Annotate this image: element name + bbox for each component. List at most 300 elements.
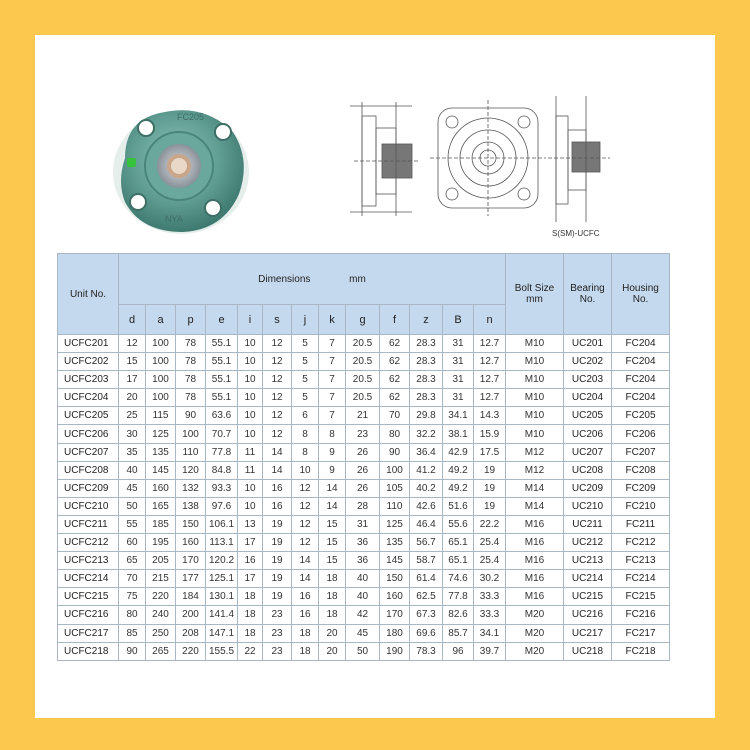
table-row bbox=[58, 606, 670, 624]
table-cell: UC207 bbox=[564, 443, 612, 461]
table-cell: UCFC204 bbox=[58, 389, 119, 407]
table-cell: UCFC217 bbox=[58, 624, 119, 642]
header-dim-i: i bbox=[238, 305, 263, 335]
table-cell: 12.7 bbox=[474, 353, 506, 371]
table-cell: M16 bbox=[506, 552, 564, 570]
table-cell: 38.1 bbox=[443, 425, 474, 443]
header-dim-p: p bbox=[176, 305, 206, 335]
table-cell: 8 bbox=[292, 443, 319, 461]
header-unit-no: Unit No. bbox=[58, 254, 119, 335]
table-cell: 177 bbox=[176, 570, 206, 588]
table-cell: 62 bbox=[380, 389, 410, 407]
table-cell: FC210 bbox=[612, 497, 670, 515]
table-cell: 42.6 bbox=[410, 497, 443, 515]
table-cell: 5 bbox=[292, 371, 319, 389]
header-dim-f: f bbox=[380, 305, 410, 335]
header-bolt-line2: mm bbox=[526, 294, 543, 305]
table-cell: 10 bbox=[238, 389, 263, 407]
table-cell: FC217 bbox=[612, 624, 670, 642]
table-cell: 41.2 bbox=[410, 461, 443, 479]
header-dim-k: k bbox=[319, 305, 346, 335]
table-cell: 7 bbox=[319, 371, 346, 389]
table-cell: 15 bbox=[319, 515, 346, 533]
table-cell: 110 bbox=[380, 497, 410, 515]
table-cell: 70 bbox=[380, 407, 410, 425]
table-cell: M14 bbox=[506, 479, 564, 497]
table-cell: 26 bbox=[346, 479, 380, 497]
table-cell: 28.3 bbox=[410, 389, 443, 407]
table-cell: 90 bbox=[119, 642, 146, 660]
table-cell: 14 bbox=[292, 552, 319, 570]
table-cell: M10 bbox=[506, 389, 564, 407]
table-cell: 23 bbox=[346, 425, 380, 443]
table-cell: 6 bbox=[292, 407, 319, 425]
table-cell: UC213 bbox=[564, 552, 612, 570]
table-cell: 130.1 bbox=[206, 588, 238, 606]
table-cell: 12.7 bbox=[474, 371, 506, 389]
spec-table bbox=[57, 253, 670, 661]
table-row bbox=[58, 461, 670, 479]
table-cell: 160 bbox=[146, 479, 176, 497]
table-cell: UC204 bbox=[564, 389, 612, 407]
table-cell: FC209 bbox=[612, 479, 670, 497]
table-cell: 61.4 bbox=[410, 570, 443, 588]
table-cell: 45 bbox=[119, 479, 146, 497]
table-cell: 50 bbox=[346, 642, 380, 660]
table-cell: 74.6 bbox=[443, 570, 474, 588]
table-cell: UCFC215 bbox=[58, 588, 119, 606]
table-cell: 31 bbox=[443, 371, 474, 389]
table-cell: 60 bbox=[119, 534, 146, 552]
table-cell: 100 bbox=[146, 371, 176, 389]
table-cell: 120 bbox=[176, 461, 206, 479]
table-cell: 40 bbox=[346, 570, 380, 588]
table-cell: 9 bbox=[319, 443, 346, 461]
table-cell: 36.4 bbox=[410, 443, 443, 461]
table-cell: 78 bbox=[176, 335, 206, 353]
table-cell: 55.1 bbox=[206, 353, 238, 371]
table-cell: 62 bbox=[380, 353, 410, 371]
table-cell: FC208 bbox=[612, 461, 670, 479]
table-cell: 85.7 bbox=[443, 624, 474, 642]
table-cell: 155.5 bbox=[206, 642, 238, 660]
table-cell: UC214 bbox=[564, 570, 612, 588]
table-cell: 5 bbox=[292, 389, 319, 407]
table-cell: 19 bbox=[263, 534, 292, 552]
table-cell: UCFC206 bbox=[58, 425, 119, 443]
table-cell: 20 bbox=[119, 389, 146, 407]
table-cell: 100 bbox=[176, 425, 206, 443]
table-row bbox=[58, 515, 670, 533]
header-dim-B: B bbox=[443, 305, 474, 335]
table-cell: UC202 bbox=[564, 353, 612, 371]
technical-drawing bbox=[340, 86, 630, 231]
table-cell: UC206 bbox=[564, 425, 612, 443]
table-cell: 7 bbox=[319, 389, 346, 407]
table-cell: 14 bbox=[263, 443, 292, 461]
table-cell: 7 bbox=[319, 335, 346, 353]
table-cell: 12 bbox=[292, 515, 319, 533]
table-cell: UC203 bbox=[564, 371, 612, 389]
table-cell: 28.3 bbox=[410, 371, 443, 389]
table-cell: 265 bbox=[146, 642, 176, 660]
table-cell: 18 bbox=[319, 606, 346, 624]
header-bolt-line1: Bolt Size bbox=[514, 283, 555, 294]
table-cell: FC204 bbox=[612, 353, 670, 371]
table-cell: 5 bbox=[292, 353, 319, 371]
table-cell: 9 bbox=[319, 461, 346, 479]
table-cell: 8 bbox=[319, 425, 346, 443]
table-cell: 100 bbox=[146, 389, 176, 407]
table-cell: M10 bbox=[506, 371, 564, 389]
table-cell: UC218 bbox=[564, 642, 612, 660]
table-cell: 12 bbox=[263, 407, 292, 425]
table-cell: 16 bbox=[238, 552, 263, 570]
table-cell: UCFC207 bbox=[58, 443, 119, 461]
table-cell: FC216 bbox=[612, 606, 670, 624]
table-cell: 77.8 bbox=[206, 443, 238, 461]
table-cell: 35 bbox=[119, 443, 146, 461]
table-cell: 32.2 bbox=[410, 425, 443, 443]
table-cell: 19 bbox=[474, 479, 506, 497]
table-cell: 125.1 bbox=[206, 570, 238, 588]
table-cell: 40 bbox=[346, 588, 380, 606]
table-cell: 17.5 bbox=[474, 443, 506, 461]
table-cell: 160 bbox=[380, 588, 410, 606]
table-cell: 14.3 bbox=[474, 407, 506, 425]
table-cell: 141.4 bbox=[206, 606, 238, 624]
header-dim-n: n bbox=[474, 305, 506, 335]
table-cell: 200 bbox=[176, 606, 206, 624]
table-cell: 22 bbox=[238, 642, 263, 660]
table-cell: UCFC216 bbox=[58, 606, 119, 624]
table-cell: 10 bbox=[238, 425, 263, 443]
table-cell: M10 bbox=[506, 335, 564, 353]
table-cell: 80 bbox=[380, 425, 410, 443]
table-cell: 90 bbox=[176, 407, 206, 425]
table-cell: 135 bbox=[146, 443, 176, 461]
table-cell: M16 bbox=[506, 588, 564, 606]
table-cell: 34.1 bbox=[443, 407, 474, 425]
table-cell: 45 bbox=[346, 624, 380, 642]
table-cell: 132 bbox=[176, 479, 206, 497]
table-cell: 12.7 bbox=[474, 389, 506, 407]
table-cell: 25.4 bbox=[474, 552, 506, 570]
table-cell: 100 bbox=[146, 335, 176, 353]
table-row bbox=[58, 353, 670, 371]
table-cell: 12 bbox=[263, 353, 292, 371]
table-cell: 170 bbox=[176, 552, 206, 570]
table-cell: 16 bbox=[292, 606, 319, 624]
header-dimensions-label: Dimensions bbox=[258, 273, 311, 285]
table-cell: FC214 bbox=[612, 570, 670, 588]
table-cell: 33.3 bbox=[474, 606, 506, 624]
table-cell: 31 bbox=[443, 335, 474, 353]
table-cell: 84.8 bbox=[206, 461, 238, 479]
table-cell: UCFC218 bbox=[58, 642, 119, 660]
table-cell: FC204 bbox=[612, 389, 670, 407]
table-cell: 30 bbox=[119, 425, 146, 443]
header-dim-e: e bbox=[206, 305, 238, 335]
table-cell: 10 bbox=[238, 335, 263, 353]
table-cell: UC217 bbox=[564, 624, 612, 642]
header-bearing-line2: No. bbox=[579, 294, 596, 305]
table-cell: 125 bbox=[380, 515, 410, 533]
table-cell: 18 bbox=[292, 642, 319, 660]
table-cell: 10 bbox=[292, 461, 319, 479]
table-cell: 208 bbox=[176, 624, 206, 642]
table-cell: 46.4 bbox=[410, 515, 443, 533]
table-cell: 25.4 bbox=[474, 534, 506, 552]
table-cell: 145 bbox=[146, 461, 176, 479]
header-dim-j: j bbox=[292, 305, 319, 335]
table-cell: UCFC213 bbox=[58, 552, 119, 570]
table-cell: 190 bbox=[380, 642, 410, 660]
table-cell: 180 bbox=[380, 624, 410, 642]
table-cell: 19 bbox=[474, 461, 506, 479]
table-cell: 19 bbox=[263, 588, 292, 606]
table-cell: 51.6 bbox=[443, 497, 474, 515]
table-cell: 65.1 bbox=[443, 534, 474, 552]
table-cell: 55.6 bbox=[443, 515, 474, 533]
table-cell: 185 bbox=[146, 515, 176, 533]
table-cell: 23 bbox=[263, 606, 292, 624]
header-housing-line2: No. bbox=[632, 294, 649, 305]
table-cell: 40 bbox=[119, 461, 146, 479]
table-cell: 12 bbox=[292, 534, 319, 552]
table-row bbox=[58, 335, 670, 353]
photo-top-mark: FC205 bbox=[177, 112, 205, 122]
table-cell: 215 bbox=[146, 570, 176, 588]
table-cell: 65 bbox=[119, 552, 146, 570]
table-cell: 11 bbox=[238, 443, 263, 461]
header-dim-g: g bbox=[346, 305, 380, 335]
table-cell: UC205 bbox=[564, 407, 612, 425]
table-cell: M12 bbox=[506, 461, 564, 479]
table-cell: 17 bbox=[119, 371, 146, 389]
table-cell: 36 bbox=[346, 534, 380, 552]
table-cell: 85 bbox=[119, 624, 146, 642]
spec-table-body bbox=[58, 335, 670, 661]
table-row bbox=[58, 552, 670, 570]
table-cell: FC204 bbox=[612, 335, 670, 353]
table-cell: 12 bbox=[263, 371, 292, 389]
table-cell: 147.1 bbox=[206, 624, 238, 642]
table-cell: 63.6 bbox=[206, 407, 238, 425]
table-cell: 69.6 bbox=[410, 624, 443, 642]
table-cell: 62.5 bbox=[410, 588, 443, 606]
table-cell: 13 bbox=[238, 515, 263, 533]
table-cell: UC216 bbox=[564, 606, 612, 624]
table-cell: 67.3 bbox=[410, 606, 443, 624]
table-row bbox=[58, 479, 670, 497]
table-cell: 55.1 bbox=[206, 335, 238, 353]
table-cell: 12.7 bbox=[474, 335, 506, 353]
header-bearing-line1: Bearing bbox=[570, 283, 605, 294]
table-cell: 20 bbox=[319, 624, 346, 642]
table-cell: 17 bbox=[238, 534, 263, 552]
table-cell: M12 bbox=[506, 443, 564, 461]
table-cell: FC207 bbox=[612, 443, 670, 461]
table-cell: 20.5 bbox=[346, 371, 380, 389]
table-cell: 18 bbox=[238, 606, 263, 624]
table-cell: UCFC211 bbox=[58, 515, 119, 533]
table-cell: 220 bbox=[176, 642, 206, 660]
table-cell: 55.1 bbox=[206, 371, 238, 389]
table-cell: 21 bbox=[346, 407, 380, 425]
table-cell: 18 bbox=[319, 570, 346, 588]
table-cell: 113.1 bbox=[206, 534, 238, 552]
table-cell: 80 bbox=[119, 606, 146, 624]
table-cell: UC215 bbox=[564, 588, 612, 606]
table-row bbox=[58, 588, 670, 606]
table-cell: 15.9 bbox=[474, 425, 506, 443]
table-cell: FC211 bbox=[612, 515, 670, 533]
table-cell: 28 bbox=[346, 497, 380, 515]
table-cell: 18 bbox=[238, 588, 263, 606]
table-cell: 184 bbox=[176, 588, 206, 606]
table-cell: 70.7 bbox=[206, 425, 238, 443]
table-cell: 15 bbox=[319, 552, 346, 570]
table-cell: 33.3 bbox=[474, 588, 506, 606]
table-cell: 18 bbox=[238, 624, 263, 642]
table-cell: 11 bbox=[238, 461, 263, 479]
table-cell: 29.8 bbox=[410, 407, 443, 425]
table-cell: M10 bbox=[506, 353, 564, 371]
table-cell: M16 bbox=[506, 515, 564, 533]
table-cell: M20 bbox=[506, 606, 564, 624]
table-cell: 31 bbox=[443, 389, 474, 407]
table-cell: UCFC205 bbox=[58, 407, 119, 425]
table-cell: 100 bbox=[146, 353, 176, 371]
header-bolt-size bbox=[506, 254, 564, 335]
header-dim-z: z bbox=[410, 305, 443, 335]
table-cell: UCFC203 bbox=[58, 371, 119, 389]
table-cell: 14 bbox=[319, 479, 346, 497]
table-cell: 17 bbox=[238, 570, 263, 588]
table-cell: UC210 bbox=[564, 497, 612, 515]
table-cell: 10 bbox=[238, 479, 263, 497]
table-cell: 93.3 bbox=[206, 479, 238, 497]
table-cell: 5 bbox=[292, 335, 319, 353]
table-cell: 14 bbox=[263, 461, 292, 479]
table-cell: 82.6 bbox=[443, 606, 474, 624]
table-cell: 105 bbox=[380, 479, 410, 497]
table-cell: 31 bbox=[346, 515, 380, 533]
table-cell: FC213 bbox=[612, 552, 670, 570]
table-cell: 14 bbox=[319, 497, 346, 515]
table-cell: 58.7 bbox=[410, 552, 443, 570]
header-dimensions bbox=[119, 254, 506, 305]
table-cell: UCFC214 bbox=[58, 570, 119, 588]
table-cell: 23 bbox=[263, 624, 292, 642]
drawing-label: S(SM)-UCFC bbox=[552, 229, 600, 238]
table-cell: FC215 bbox=[612, 588, 670, 606]
table-cell: 26 bbox=[346, 443, 380, 461]
table-cell: 78 bbox=[176, 371, 206, 389]
table-cell: 19 bbox=[263, 515, 292, 533]
table-cell: 36 bbox=[346, 552, 380, 570]
table-cell: M20 bbox=[506, 624, 564, 642]
table-cell: 16 bbox=[292, 588, 319, 606]
table-cell: 7 bbox=[319, 353, 346, 371]
table-cell: 75 bbox=[119, 588, 146, 606]
table-cell: 28.3 bbox=[410, 335, 443, 353]
table-cell: M16 bbox=[506, 534, 564, 552]
table-cell: 55 bbox=[119, 515, 146, 533]
table-cell: UCFC212 bbox=[58, 534, 119, 552]
table-cell: 125 bbox=[146, 425, 176, 443]
header-dim-a: a bbox=[146, 305, 176, 335]
table-cell: FC206 bbox=[612, 425, 670, 443]
table-cell: M14 bbox=[506, 497, 564, 515]
table-cell: 10 bbox=[238, 497, 263, 515]
table-cell: 42 bbox=[346, 606, 380, 624]
table-cell: 12 bbox=[263, 335, 292, 353]
table-row bbox=[58, 389, 670, 407]
table-cell: M16 bbox=[506, 570, 564, 588]
header-housing-no bbox=[612, 254, 670, 335]
table-cell: 150 bbox=[380, 570, 410, 588]
table-cell: 12 bbox=[119, 335, 146, 353]
table-row bbox=[58, 425, 670, 443]
table-cell: 77.8 bbox=[443, 588, 474, 606]
table-cell: 20.5 bbox=[346, 353, 380, 371]
table-cell: 115 bbox=[146, 407, 176, 425]
table-row bbox=[58, 624, 670, 642]
table-cell: 18 bbox=[319, 588, 346, 606]
table-cell: UC212 bbox=[564, 534, 612, 552]
table-cell: 50 bbox=[119, 497, 146, 515]
table-cell: 49.2 bbox=[443, 479, 474, 497]
table-cell: M10 bbox=[506, 407, 564, 425]
table-cell: 19 bbox=[263, 552, 292, 570]
table-cell: 20.5 bbox=[346, 389, 380, 407]
table-cell: 42.9 bbox=[443, 443, 474, 461]
table-cell: 26 bbox=[346, 461, 380, 479]
table-cell: 160 bbox=[176, 534, 206, 552]
table-cell: M10 bbox=[506, 425, 564, 443]
table-cell: 65.1 bbox=[443, 552, 474, 570]
header-housing-line1: Housing bbox=[622, 283, 659, 294]
table-cell: 10 bbox=[238, 353, 263, 371]
table-row bbox=[58, 443, 670, 461]
table-cell: 19 bbox=[474, 497, 506, 515]
header-dim-s: s bbox=[263, 305, 292, 335]
table-cell: 19 bbox=[263, 570, 292, 588]
table-cell: 138 bbox=[176, 497, 206, 515]
table-cell: M20 bbox=[506, 642, 564, 660]
table-cell: 12 bbox=[292, 497, 319, 515]
table-cell: 20.5 bbox=[346, 335, 380, 353]
table-cell: 90 bbox=[380, 443, 410, 461]
table-cell: 165 bbox=[146, 497, 176, 515]
table-cell: UCFC208 bbox=[58, 461, 119, 479]
table-cell: 18 bbox=[292, 624, 319, 642]
table-cell: 106.1 bbox=[206, 515, 238, 533]
table-cell: UC208 bbox=[564, 461, 612, 479]
table-cell: 23 bbox=[263, 642, 292, 660]
table-cell: 22.2 bbox=[474, 515, 506, 533]
table-cell: 16 bbox=[263, 497, 292, 515]
table-cell: 78 bbox=[176, 389, 206, 407]
table-cell: 250 bbox=[146, 624, 176, 642]
table-cell: 135 bbox=[380, 534, 410, 552]
table-cell: 70 bbox=[119, 570, 146, 588]
table-cell: 55.1 bbox=[206, 389, 238, 407]
table-row bbox=[58, 371, 670, 389]
table-cell: 10 bbox=[238, 371, 263, 389]
